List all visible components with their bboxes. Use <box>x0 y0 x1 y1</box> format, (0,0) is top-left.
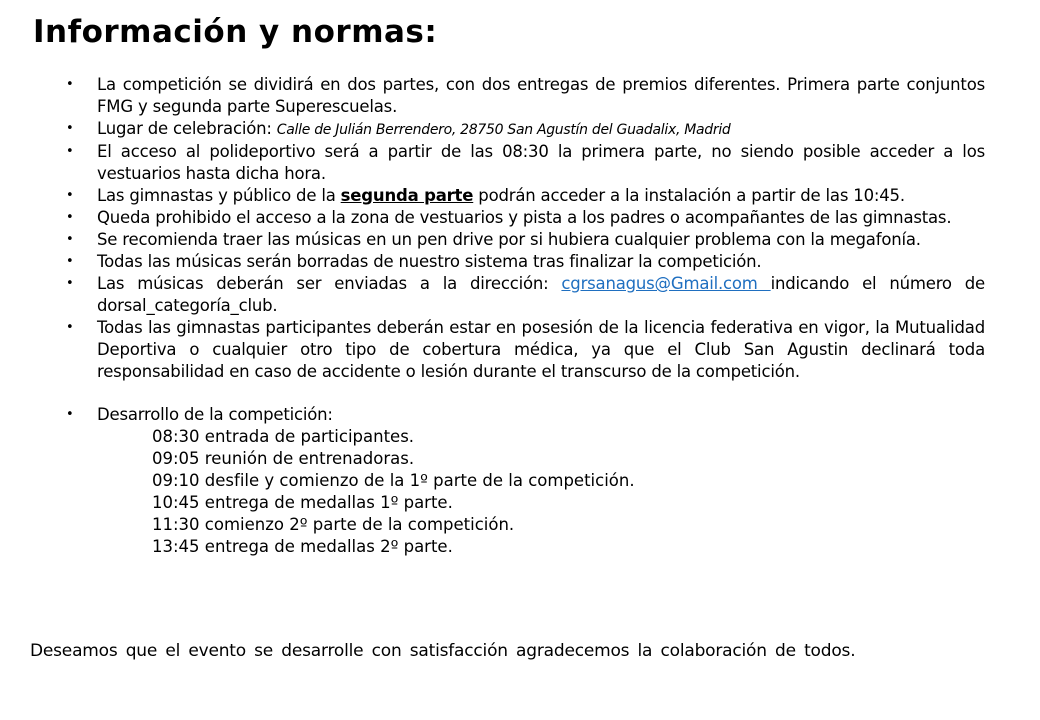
bullet-text <box>97 185 985 207</box>
bullet-icon: • <box>66 188 74 203</box>
bullet-icon: • <box>66 210 74 225</box>
list-item <box>66 273 985 317</box>
schedule-line: 11:30 comienzo 2º parte de la competición. <box>152 515 515 534</box>
list-item <box>66 207 985 229</box>
venue-address: Calle de Julián Berrendero, 28750 San Agustín del Guadalix, Madrid <box>276 122 731 138</box>
bullet-text <box>97 404 985 426</box>
list-item <box>66 185 985 207</box>
list-item <box>66 118 985 141</box>
bullet-text-segment: podrán acceder a la instalación a partir de las 10:45. <box>473 186 905 205</box>
bullet-text <box>97 74 985 118</box>
bullet-icon: • <box>66 121 74 136</box>
bullet-icon: • <box>66 144 74 159</box>
bullet-icon: • <box>66 232 74 247</box>
list-item <box>66 317 985 383</box>
page-title: Información y normas: <box>33 14 438 50</box>
bullet-icon: • <box>66 407 74 422</box>
schedule-line: 09:10 desfile y comienzo de la 1º parte de la competición. <box>152 471 635 490</box>
bullet-text-segment: indicando el número de dorsal_categoría_club. <box>97 274 985 315</box>
schedule-line: 13:45 entrega de medallas 2º parte. <box>152 537 453 556</box>
bullet-text-segment: Desarrollo de la competición: <box>97 405 333 424</box>
bullet-text-segment: Lugar de celebración: <box>97 119 277 138</box>
schedule-line: 10:45 entrega de medallas 1º parte. <box>152 493 453 512</box>
bullet-text-segment: Las gimnastas y público de la <box>97 186 341 205</box>
bullet-text <box>97 118 985 141</box>
bullet-text <box>97 273 985 317</box>
bullet-text-segment: Se recomienda traer las músicas en un pen drive por si hubiera cualquier problema con la megafonía. <box>97 230 921 249</box>
bullet-text-segment: Queda prohibido el acceso a la zona de vestuarios y pista a los padres o acompañantes de las gimnastas. <box>97 208 952 227</box>
bullet-icon: • <box>66 320 74 335</box>
bullet-icon: • <box>66 276 74 291</box>
bullet-text <box>97 229 985 251</box>
schedule-line: 09:05 reunión de entrenadoras. <box>152 449 415 468</box>
bullet-icon: • <box>66 77 74 92</box>
bullet-text-segment: El acceso al polideportivo será a partir de las 08:30 la primera parte, no siendo posible acceder a los vestuarios hasta dicha hora. <box>97 142 985 183</box>
schedule-line: 08:30 entrada de participantes. <box>152 427 415 446</box>
bullet-text-segment: Las músicas deberán ser enviadas a la dirección: <box>97 274 562 293</box>
info-content <box>66 74 985 558</box>
closing-note: Deseamos que el evento se desarrolle con satisfacción agradecemos la colaboración de todos. <box>30 641 856 661</box>
schedule-list <box>152 426 985 558</box>
emphasis-text: segunda parte <box>340 186 474 205</box>
bullet-text-segment: La competición se dividirá en dos partes, con dos entregas de premios diferentes. Primera parte conjuntos FMG y segunda parte Superescuelas. <box>97 75 985 116</box>
bullet-text-segment: Todas las músicas serán borradas de nuestro sistema tras finalizar la competición. <box>97 252 762 271</box>
bullet-text <box>97 141 985 185</box>
bullet-text <box>97 251 985 273</box>
list-item <box>66 74 985 118</box>
list-item <box>66 251 985 273</box>
bullet-text <box>97 317 985 383</box>
email-link[interactable]: cgrsanagus@Gmail.com <box>561 274 771 293</box>
bullet-list <box>66 74 985 426</box>
list-item <box>66 404 985 426</box>
list-item <box>66 141 985 185</box>
bullet-text <box>97 207 985 229</box>
bullet-icon: • <box>66 254 74 269</box>
bullet-text-segment: Todas las gimnastas participantes deberán estar en posesión de la licencia federativa en vigor, la Mutualidad Deportiva o cualquier otro tipo de cobertura médica, ya que el Club San Agustin declinará toda responsabilidad en caso de accidente o lesión durante el transcurso de la competición. <box>97 318 985 381</box>
list-item <box>66 229 985 251</box>
